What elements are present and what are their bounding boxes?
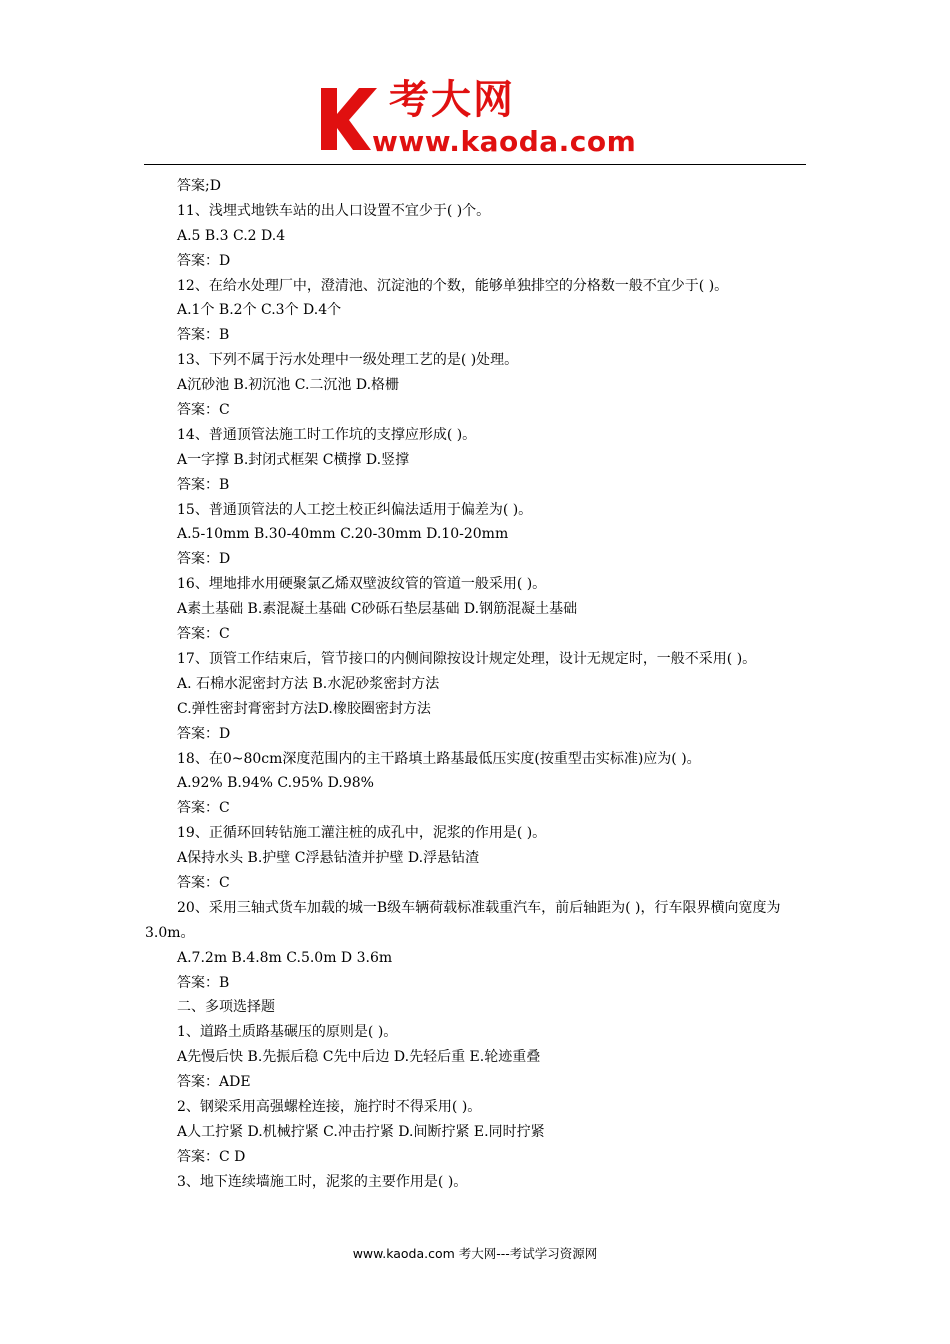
logo-url: www.kaoda.com bbox=[372, 125, 637, 158]
options-18: A.92% B.94% C.95% D.98% bbox=[177, 775, 374, 792]
options-20: A.7.2m B.4.8m C.5.0m D 3.6m bbox=[177, 949, 393, 966]
question-16: 16、埋地排水用硬聚氯乙烯双壁波纹管的管道一般采用( )。 bbox=[177, 576, 547, 593]
page-footer: www.kaoda.com 考大网---考试学习资源网 bbox=[352, 1246, 598, 1261]
multi-answer-1: 答案：ADE bbox=[177, 1074, 251, 1091]
options-17-cd: C.弹性密封膏密封方法D.橡胶圈密封方法 bbox=[177, 700, 431, 717]
question-17: 17、顶管工作结束后，管节接口的内侧间隙按设计规定处理，设计无规定时，一般不采用( )。 bbox=[177, 650, 757, 667]
multi-question-3: 3、地下连续墙施工时，泥浆的主要作用是( )。 bbox=[177, 1173, 468, 1190]
answer-13: 答案：C bbox=[177, 402, 230, 419]
answer-15: 答案：D bbox=[177, 551, 231, 568]
page-header bbox=[144, 70, 806, 166]
answer-19: 答案：C bbox=[177, 874, 230, 891]
logo-chinese-name: 考大网 bbox=[389, 77, 515, 123]
answer-20: 答案：B bbox=[177, 974, 230, 991]
multi-question-2: 2、钢梁采用高强螺栓连接，施拧时不得采用( )。 bbox=[177, 1099, 482, 1115]
answer-11: 答案：D bbox=[177, 252, 231, 269]
question-14: 14、普通顶管法施工时工作坑的支撑应形成( )。 bbox=[177, 426, 477, 443]
section-heading-multiple-choice: 二、多项选择题 bbox=[177, 999, 275, 1016]
kaoda-k-logo-icon bbox=[319, 84, 379, 154]
answer-18: 答案：C bbox=[177, 800, 230, 817]
multi-answer-2: 答案：C D bbox=[177, 1148, 246, 1165]
question-15: 15、普通顶管法的人工挖土校正纠偏法适用于偏差为( )。 bbox=[177, 501, 533, 518]
answer-17: 答案：D bbox=[177, 725, 231, 742]
multi-options-2: A人工拧紧 D.机械拧紧 C.冲击拧紧 D.间断拧紧 E.同时拧紧 bbox=[177, 1123, 545, 1140]
question-12: 12、在给水处理厂中，澄清池、沉淀池的个数，能够单独排空的分格数一般不宜少于( )。 bbox=[177, 277, 729, 294]
multi-question-1: 1、道路土质路基碾压的原则是( )。 bbox=[177, 1024, 398, 1041]
options-19: A保持水头 B.护壁 C浮悬钻渣并护壁 D.浮悬钻渣 bbox=[177, 850, 480, 867]
options-17-ab: A. 石棉水泥密封方法 B.水泥砂浆密封方法 bbox=[177, 675, 440, 692]
options-11: A.5 B.3 C.2 D.4 bbox=[177, 227, 286, 244]
answer-16: 答案：C bbox=[177, 626, 230, 643]
question-19: 19、正循环回转钻施工灌注桩的成孔中，泥浆的作用是( )。 bbox=[177, 825, 547, 842]
header-divider bbox=[144, 164, 806, 165]
options-16: A素土基础 B.素混凝土基础 C砂砾石垫层基础 D.钢筋混凝土基础 bbox=[177, 601, 578, 618]
question-20: 20、采用三轴式货车加载的城一B级车辆荷载标准载重汽车，前后轴距为( )，行车限界横向宽度为3.0m。 bbox=[145, 899, 781, 941]
options-13: A沉砂池 B.初沉池 C.二沉池 D.格栅 bbox=[177, 377, 400, 394]
options-14: A一字撑 B.封闭式框架 C横撑 D.竖撑 bbox=[177, 451, 410, 468]
question-content bbox=[145, 174, 807, 1195]
multi-options-1: A先慢后快 B.先振后稳 C先中后边 D.先轻后重 E.轮迹重叠 bbox=[177, 1049, 541, 1066]
question-18: 18、在0~80cm深度范围内的主干路填土路基最低压实度(按重型击实标准)应为( )。 bbox=[177, 750, 701, 767]
options-12: A.1个 B.2个 C.3个 D.4个 bbox=[177, 302, 342, 319]
answer-14: 答案：B bbox=[177, 476, 230, 493]
answer-line: 答案;D bbox=[177, 178, 221, 194]
options-15: A.5-10mm B.30-40mm C.20-30mm D.10-20mm bbox=[177, 526, 509, 543]
question-13: 13、下列不属于污水处理中一级处理工艺的是( )处理。 bbox=[177, 352, 519, 369]
answer-12: 答案：B bbox=[177, 327, 230, 344]
question-11: 11、浅埋式地铁车站的出人口设置不宜少于( )个。 bbox=[177, 202, 491, 219]
